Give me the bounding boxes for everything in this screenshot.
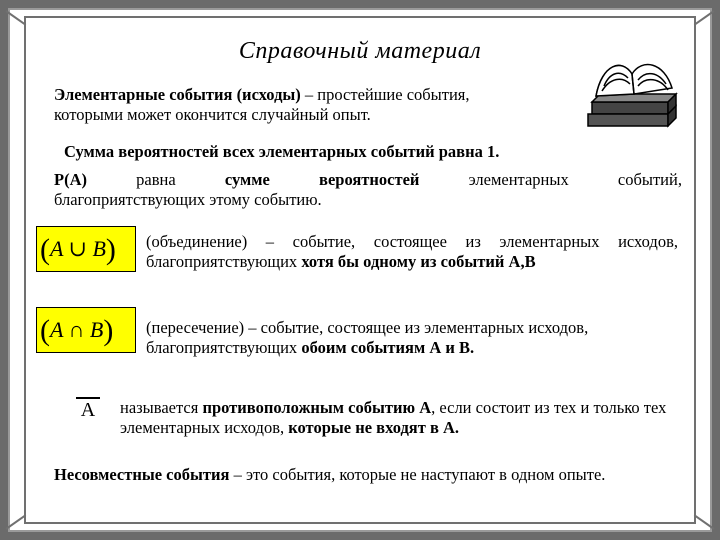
union-definition: (объединение) – событие, состоящее из элементарных исходов, благоприятствующих хотя бы одному из событий А,В bbox=[146, 232, 678, 271]
probability-definition: P(A) равна сумме вероятностей элементарных событий, благоприятствующих этому событию. bbox=[54, 170, 682, 209]
slide-title: Справочный материал bbox=[238, 38, 482, 64]
book-icon bbox=[582, 44, 682, 134]
complement-symbol: A bbox=[76, 397, 100, 421]
union-formula: (A ∪ B) bbox=[40, 233, 116, 266]
intersection-definition: (пересечение) – событие, состоящее из элементарных исходов, благоприятствующих обоим событиям А и В. bbox=[146, 318, 589, 357]
intersection-formula: (A ∩ B) bbox=[40, 314, 114, 347]
term-elementary-events: Элементарные события (исходы) bbox=[54, 85, 301, 104]
sum-probabilities-rule: Сумма вероятностей всех элементарных событий равна 1. bbox=[64, 142, 500, 161]
elementary-events-definition: Элементарные события (исходы) – простейшие события, которыми может окончится случайный опыт. bbox=[54, 85, 470, 124]
complement-definition: называется противоположным событию А, если состоит из тех и только тех элементарных исходов, которые не входят в А. bbox=[120, 398, 667, 437]
incompatible-events-definition: Несовместные события – это события, которые не наступают в одном опыте. bbox=[54, 465, 606, 484]
